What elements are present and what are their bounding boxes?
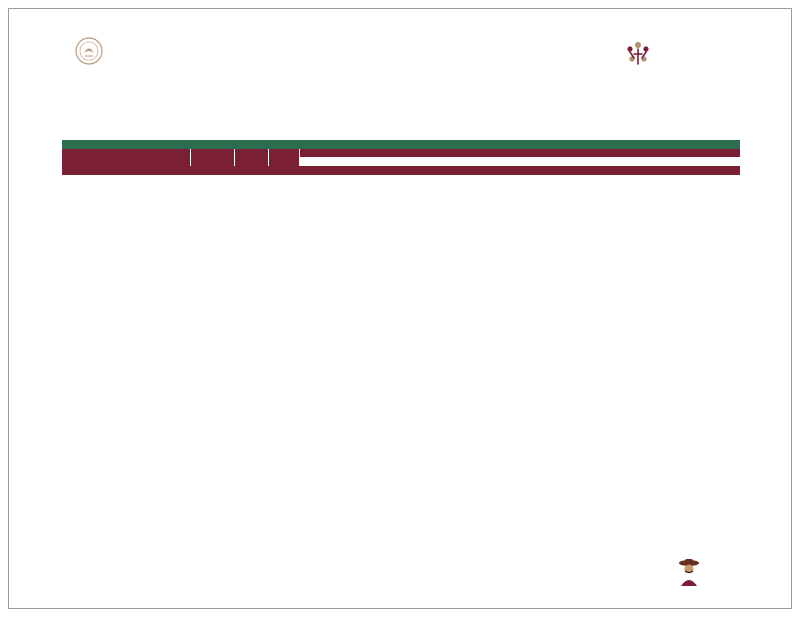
header-calendarizacion (299, 149, 740, 157)
header-actividad (62, 149, 190, 166)
vertiente-bar (62, 140, 740, 149)
document-page (8, 8, 792, 609)
francisco-villa-portrait-icon (678, 556, 700, 586)
header-meta (268, 149, 299, 166)
mexico-emblem-icon (74, 36, 104, 66)
section-planeacion (62, 166, 740, 175)
header-responsable (190, 149, 234, 166)
header-unidad (234, 149, 268, 166)
contraloria-social-logo-icon (621, 36, 655, 70)
